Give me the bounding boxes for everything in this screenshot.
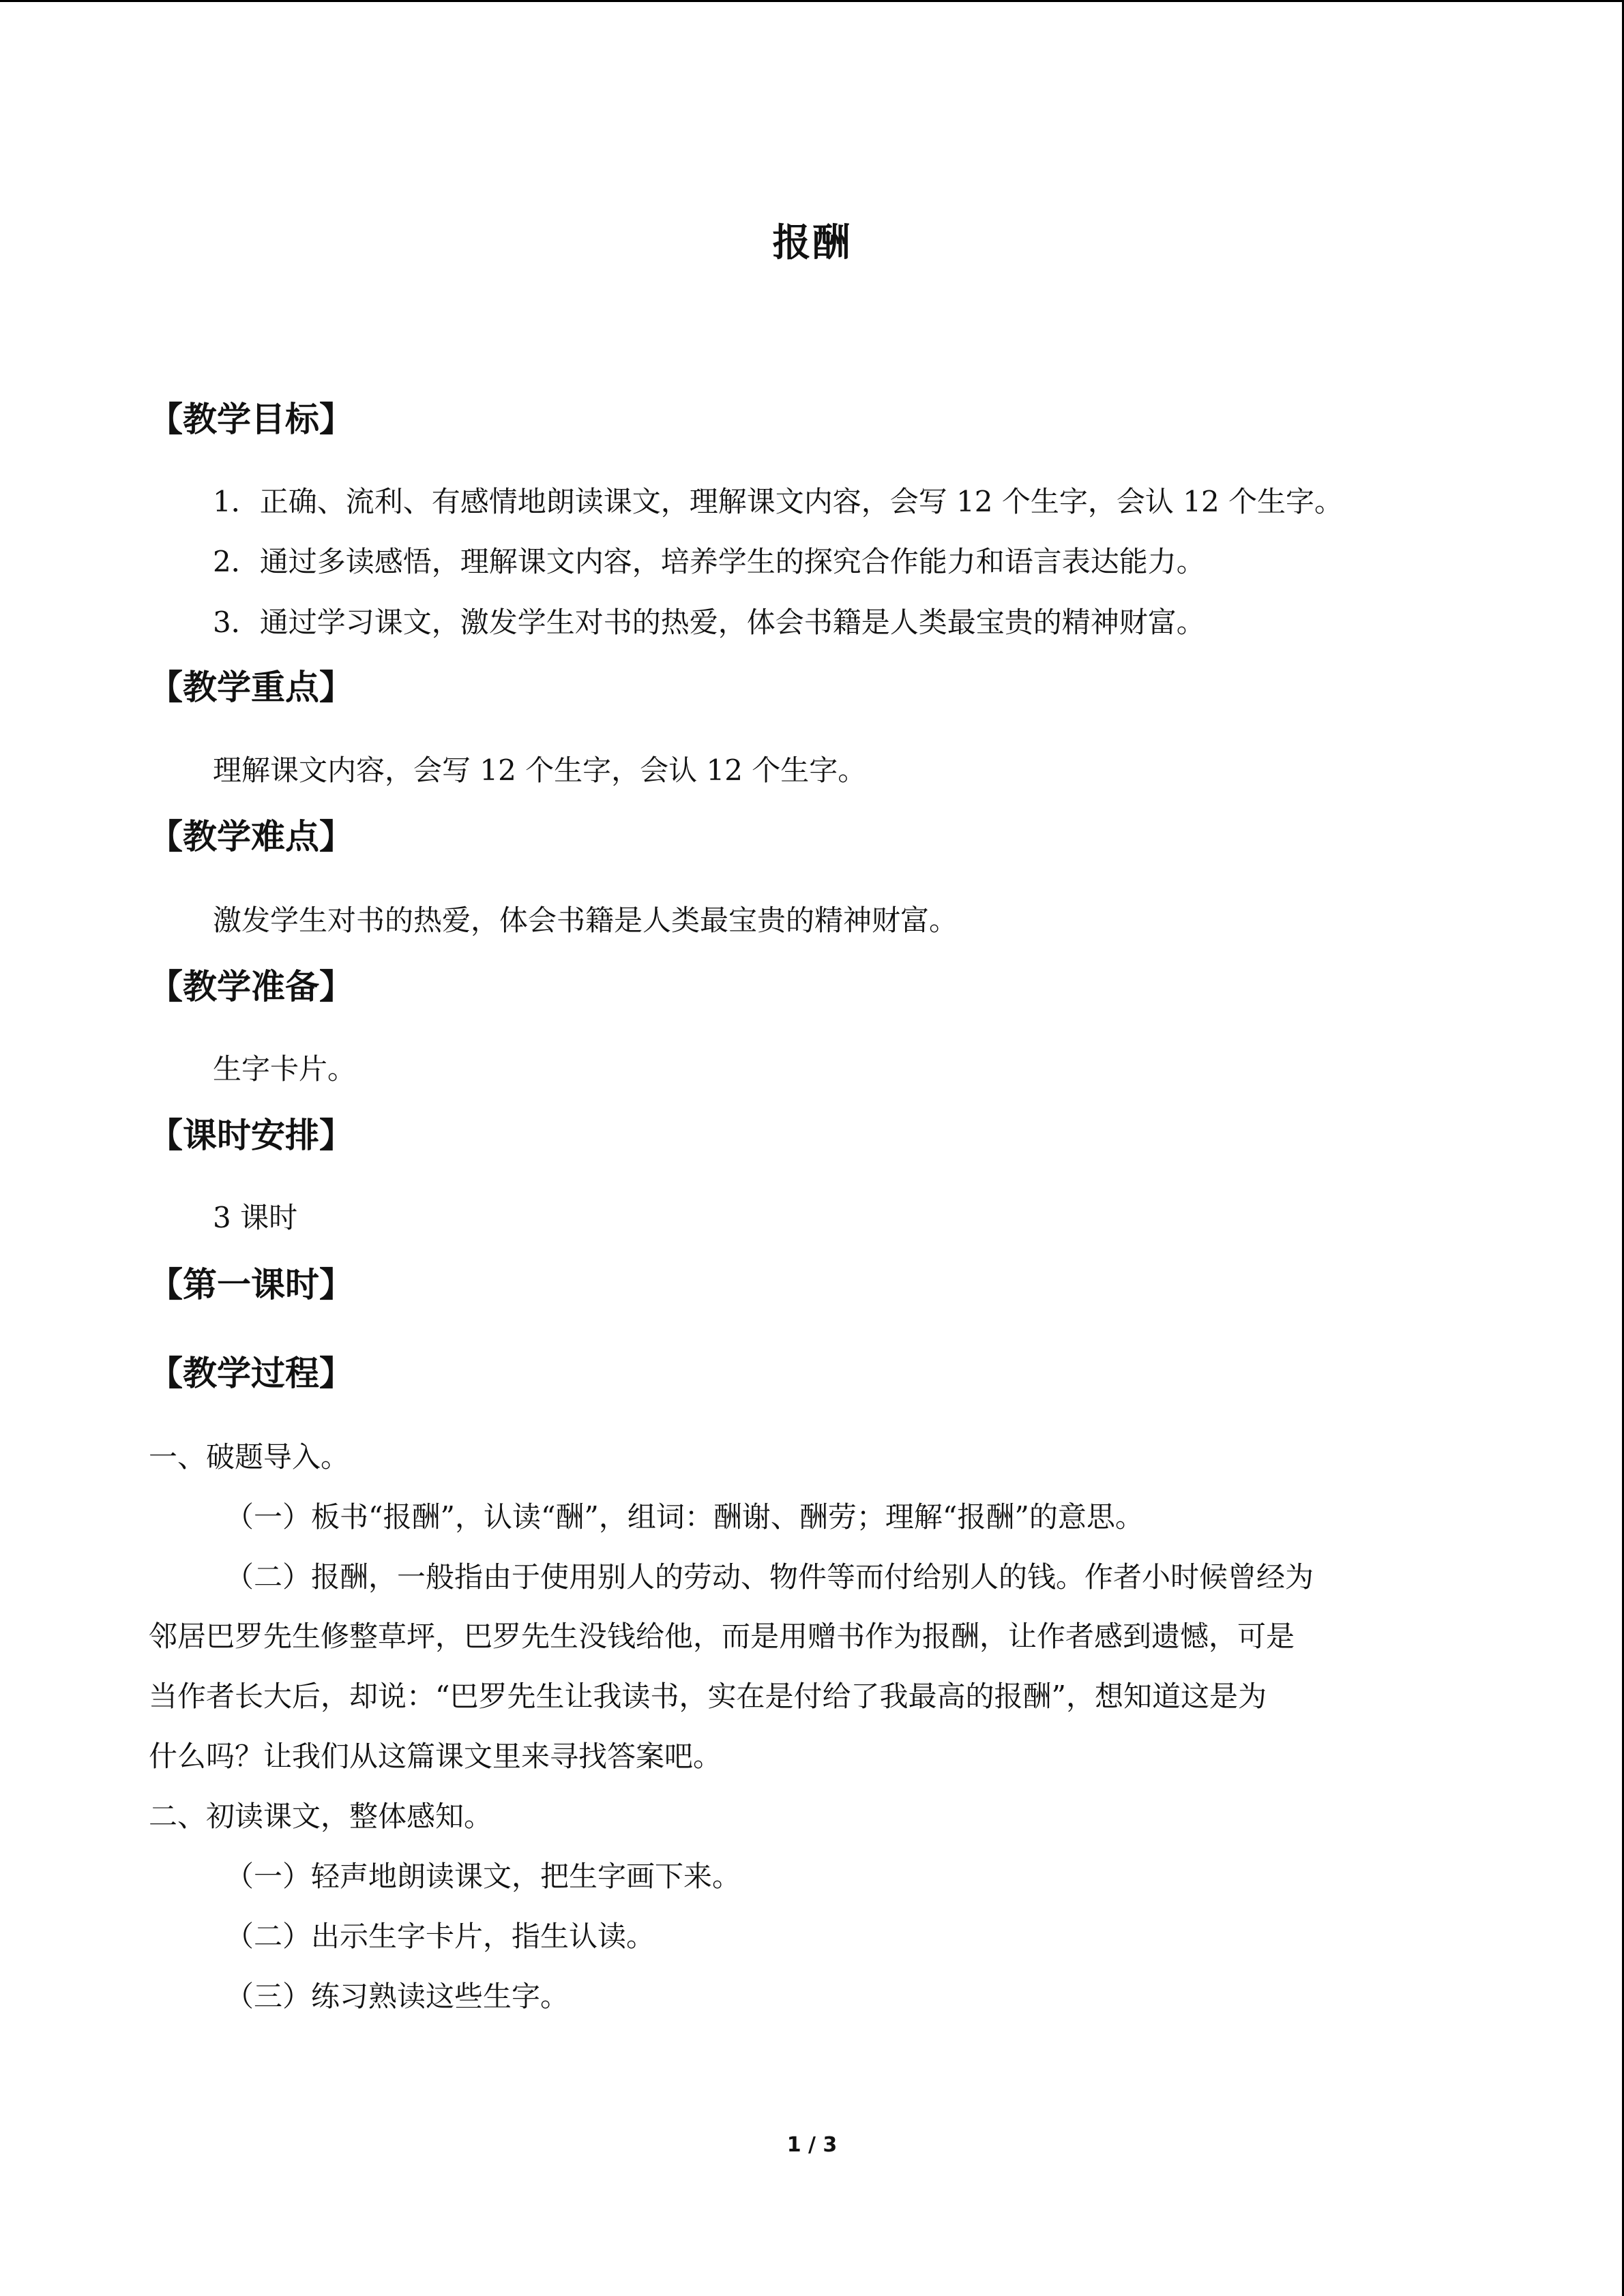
heading-difficulties: 【教学难点】 bbox=[149, 817, 353, 856]
page-number: 1 / 3 bbox=[786, 2133, 838, 2157]
document-title: 报酬 bbox=[772, 221, 852, 265]
objective-item-1: 1．正确、流利、有感情地朗读课文，理解课文内容，会写 12 个生字，会认 12 个生字。 bbox=[213, 485, 1344, 518]
objective-item-3: 3．通过学习课文，激发学生对书的热爱，体会书籍是人类最宝贵的精神财富。 bbox=[213, 606, 1205, 639]
heading-preparation: 【教学准备】 bbox=[149, 967, 353, 1007]
heading-schedule: 【课时安排】 bbox=[149, 1116, 353, 1155]
process-part1-step2-line2: 邻居巴罗先生修整草坪，巴罗先生没钱给他，而是用赠书作为报酬，让作者感到遗憾，可是 bbox=[149, 1620, 1295, 1653]
process-part2-step3: （三）练习熟读这些生字。 bbox=[225, 1980, 570, 2013]
schedule-text: 3 课时 bbox=[213, 1201, 298, 1234]
process-part1-step1: （一）板书“报酬”，认读“酬”，组词：酬谢、酬劳；理解“报酬”的意思。 bbox=[225, 1500, 1144, 1534]
process-part2-step1: （一）轻声地朗读课文，把生字画下来。 bbox=[225, 1860, 741, 1893]
process-part1-step2-line1: （二）报酬，一般指由于使用别人的劳动、物件等而付给别人的钱。作者小时候曾经为 bbox=[225, 1560, 1314, 1594]
process-part2-title: 二、初读课文，整体感知。 bbox=[149, 1800, 493, 1833]
page-top-border bbox=[0, 0, 1624, 2]
heading-process: 【教学过程】 bbox=[149, 1354, 353, 1393]
process-part1-step2-line4: 什么吗？让我们从这篇课文里来寻找答案吧。 bbox=[149, 1740, 722, 1773]
process-part1-step2-line3: 当作者长大后，却说：“巴罗先生让我读书，实在是付给了我最高的报酬”，想知道这是为 bbox=[149, 1680, 1267, 1713]
process-part1-title: 一、破题导入。 bbox=[149, 1440, 350, 1474]
heading-first-lesson: 【第一课时】 bbox=[149, 1265, 353, 1304]
process-part2-step2: （二）出示生字卡片，指生认读。 bbox=[225, 1920, 655, 1953]
objective-item-2: 2．通过多读感悟，理解课文内容，培养学生的探究合作能力和语言表达能力。 bbox=[213, 545, 1205, 578]
preparation-text: 生字卡片。 bbox=[213, 1052, 357, 1086]
heading-objectives: 【教学目标】 bbox=[149, 400, 353, 439]
key-points-text: 理解课文内容，会写 12 个生字，会认 12 个生字。 bbox=[213, 754, 867, 787]
difficulties-text: 激发学生对书的热爱，体会书籍是人类最宝贵的精神财富。 bbox=[213, 904, 958, 937]
heading-key-points: 【教学重点】 bbox=[149, 668, 353, 707]
